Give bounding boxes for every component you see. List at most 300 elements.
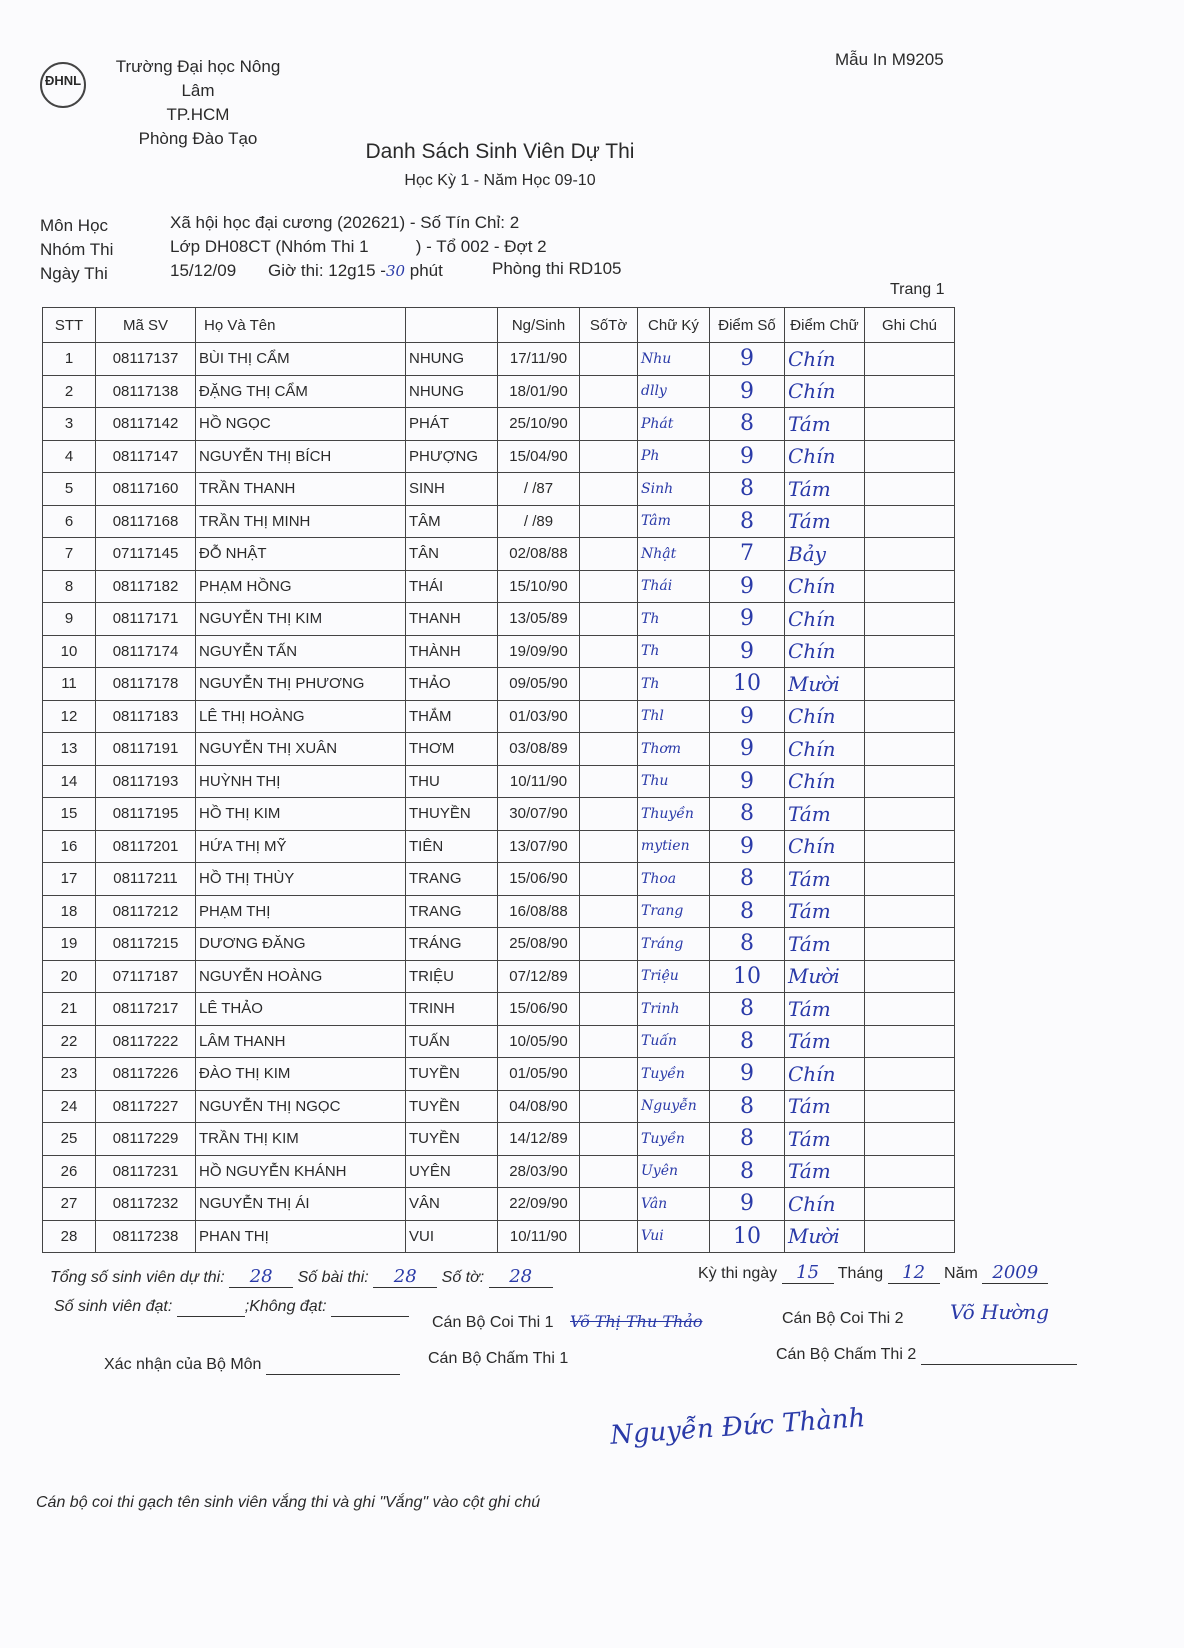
row-sheets (580, 798, 638, 831)
department-confirm (104, 1356, 400, 1375)
table-row (43, 668, 955, 701)
row-signature: Thái (638, 570, 710, 603)
row-score: 8 (710, 928, 785, 961)
row-signature: Uyên (638, 1155, 710, 1188)
row-signature: mytien (638, 830, 710, 863)
month-label: Tháng (837, 1265, 884, 1282)
row-signature: Sinh (638, 473, 710, 506)
grader2-blank (921, 1346, 1077, 1365)
row-score: 8 (710, 993, 785, 1026)
row-signature: Tuấn (638, 1025, 710, 1058)
row-dob: 16/08/88 (498, 895, 580, 928)
row-score-words: Chín (785, 765, 865, 798)
row-student-id: 08117231 (96, 1155, 196, 1188)
row-given-name: THÀNH (406, 635, 498, 668)
passed-blank (177, 1298, 245, 1317)
row-student-id: 08117232 (96, 1188, 196, 1221)
row-dob: 19/09/90 (498, 635, 580, 668)
row-dob: 15/06/90 (498, 863, 580, 896)
row-student-id: 08117174 (96, 635, 196, 668)
row-family-name: ĐỖ NHẬT (196, 538, 406, 571)
row-stt: 20 (43, 960, 96, 993)
row-stt: 23 (43, 1058, 96, 1091)
row-student-id: 08117191 (96, 733, 196, 766)
university-name: Trường Đại học Nông Lâm (115, 57, 281, 100)
row-family-name: NGUYỄN HOÀNG (196, 960, 406, 993)
row-stt: 1 (43, 343, 96, 376)
table-row (43, 343, 955, 376)
roster-body (43, 343, 955, 1253)
row-given-name: TUYỀN (406, 1090, 498, 1123)
row-score: 8 (710, 1025, 785, 1058)
row-signature: Triệu (638, 960, 710, 993)
row-stt: 24 (43, 1090, 96, 1123)
row-score: 9 (710, 765, 785, 798)
row-dob: 22/09/90 (498, 1188, 580, 1221)
proctor2-signature: Võ Hường (950, 1300, 1050, 1324)
page-title: Danh Sách Sinh Viên Dự Thi (365, 140, 635, 163)
row-given-name: TUẤN (406, 1025, 498, 1058)
row-given-name: TRÁNG (406, 928, 498, 961)
row-sheets (580, 1123, 638, 1156)
row-score: 8 (710, 505, 785, 538)
col-header-given-name (406, 308, 498, 343)
proctor1-label: Cán Bộ Coi Thi 1 (432, 1314, 554, 1331)
row-score: 9 (710, 343, 785, 376)
row-signature: Ph (638, 440, 710, 473)
papers-value: 28 (373, 1266, 437, 1288)
table-row (43, 830, 955, 863)
row-given-name: THANH (406, 603, 498, 636)
proctor2-label: Cán Bộ Coi Thi 2 (782, 1310, 904, 1327)
row-family-name: LÂM THANH (196, 1025, 406, 1058)
row-score-words: Mười (785, 960, 865, 993)
row-notes (865, 1090, 955, 1123)
total-label: Tổng số sinh viên dự thi: (50, 1269, 225, 1286)
table-row (43, 1058, 955, 1091)
row-score: 9 (710, 603, 785, 636)
row-score: 8 (710, 1090, 785, 1123)
row-dob: 13/05/89 (498, 603, 580, 636)
table-row (43, 1090, 955, 1123)
row-given-name: SINH (406, 473, 498, 506)
row-given-name: TUYỀN (406, 1123, 498, 1156)
col-header-score: Điểm Số (710, 308, 785, 343)
sheets-label: Số tờ: (441, 1269, 485, 1286)
exam-date-prefix: Kỳ thi ngày (698, 1265, 778, 1282)
row-given-name: TÂM (406, 505, 498, 538)
row-dob: 15/10/90 (498, 570, 580, 603)
row-given-name: VUI (406, 1220, 498, 1253)
row-family-name: NGUYỄN THỊ KIM (196, 603, 406, 636)
row-score: 8 (710, 1155, 785, 1188)
row-stt: 16 (43, 830, 96, 863)
row-dob: 09/05/90 (498, 668, 580, 701)
pass-fail-line (54, 1298, 409, 1317)
row-score-words: Tám (785, 993, 865, 1026)
row-signature: Tuyền (638, 1123, 710, 1156)
row-dob: 25/08/90 (498, 928, 580, 961)
row-score-words: Tám (785, 1025, 865, 1058)
col-header-stt: STT (43, 308, 96, 343)
exam-time-unit: phút (409, 261, 443, 280)
row-family-name: LÊ THẢO (196, 993, 406, 1026)
row-family-name: HỒ THỊ KIM (196, 798, 406, 831)
row-family-name: NGUYỄN THỊ XUÂN (196, 733, 406, 766)
row-stt: 27 (43, 1188, 96, 1221)
row-score-words: Tám (785, 895, 865, 928)
row-notes (865, 700, 955, 733)
row-notes (865, 928, 955, 961)
row-family-name: HỒ NGỌC (196, 408, 406, 441)
row-student-id: 08117178 (96, 668, 196, 701)
row-score: 8 (710, 895, 785, 928)
papers-label: Số bài thi: (297, 1269, 369, 1286)
total-value: 28 (229, 1266, 293, 1288)
row-notes (865, 570, 955, 603)
table-row (43, 538, 955, 571)
failed-blank (331, 1298, 409, 1317)
row-family-name: HỨA THỊ MỸ (196, 830, 406, 863)
row-student-id: 08117160 (96, 473, 196, 506)
row-family-name: NGUYỄN THỊ PHƯƠNG (196, 668, 406, 701)
col-header-score-words: Điểm Chữ (785, 308, 865, 343)
student-roster-table (42, 307, 955, 1253)
table-row (43, 1123, 955, 1156)
table-row (43, 765, 955, 798)
row-dob: 13/07/90 (498, 830, 580, 863)
passed-label: Số sinh viên đạt: (54, 1298, 173, 1315)
row-given-name: TRANG (406, 895, 498, 928)
table-row (43, 603, 955, 636)
row-score: 9 (710, 375, 785, 408)
row-score: 9 (710, 830, 785, 863)
row-student-id: 08117212 (96, 895, 196, 928)
table-row (43, 1188, 955, 1221)
table-row (43, 863, 955, 896)
table-row (43, 928, 955, 961)
row-family-name: HỒ THỊ THÙY (196, 863, 406, 896)
row-family-name: TRẦN THỊ MINH (196, 505, 406, 538)
row-signature: dlly (638, 375, 710, 408)
row-sheets (580, 635, 638, 668)
row-notes (865, 993, 955, 1026)
university-city: TP.HCM (166, 105, 230, 124)
row-dob: 02/08/88 (498, 538, 580, 571)
row-dob: 01/05/90 (498, 1058, 580, 1091)
row-sheets (580, 1058, 638, 1091)
row-stt: 3 (43, 408, 96, 441)
date-label: Ngày Thi (40, 264, 108, 283)
row-stt: 12 (43, 700, 96, 733)
row-given-name: TÂN (406, 538, 498, 571)
row-dob: 15/04/90 (498, 440, 580, 473)
row-score: 8 (710, 408, 785, 441)
row-signature: Trinh (638, 993, 710, 1026)
row-sheets (580, 408, 638, 441)
row-score-words: Mười (785, 1220, 865, 1253)
table-row (43, 798, 955, 831)
row-student-id: 08117222 (96, 1025, 196, 1058)
row-signature: Nhu (638, 343, 710, 376)
row-family-name: PHẠM HỒNG (196, 570, 406, 603)
row-score-words: Chín (785, 603, 865, 636)
row-score: 10 (710, 668, 785, 701)
row-stt: 17 (43, 863, 96, 896)
row-student-id: 08117226 (96, 1058, 196, 1091)
row-notes (865, 635, 955, 668)
row-stt: 2 (43, 375, 96, 408)
confirm-label: Xác nhận của Bộ Môn (104, 1356, 262, 1373)
col-header-full-name: Họ Và Tên (196, 308, 406, 343)
date-value: 15/12/09 (170, 261, 237, 280)
university-header (108, 55, 288, 151)
row-notes (865, 375, 955, 408)
row-notes (865, 538, 955, 571)
row-notes (865, 765, 955, 798)
row-sheets (580, 570, 638, 603)
row-score-words: Chín (785, 635, 865, 668)
row-score-words: Bảy (785, 538, 865, 571)
row-signature: Nguyễn (638, 1090, 710, 1123)
row-sheets (580, 505, 638, 538)
row-dob: 10/05/90 (498, 1025, 580, 1058)
col-header-dob: Ng/Sinh (498, 308, 580, 343)
row-sheets (580, 603, 638, 636)
row-stt: 5 (43, 473, 96, 506)
row-given-name: NHUNG (406, 343, 498, 376)
sheets-value: 28 (489, 1266, 553, 1288)
row-signature: Th (638, 603, 710, 636)
row-dob: 30/07/90 (498, 798, 580, 831)
row-notes (865, 1220, 955, 1253)
row-given-name: THƠM (406, 733, 498, 766)
row-given-name: TRIỆU (406, 960, 498, 993)
row-signature: Vân (638, 1188, 710, 1221)
row-given-name: THUYỀN (406, 798, 498, 831)
row-score: 8 (710, 473, 785, 506)
row-student-id: 08117227 (96, 1090, 196, 1123)
row-family-name: PHẠM THỊ (196, 895, 406, 928)
row-sheets (580, 993, 638, 1026)
row-notes (865, 1123, 955, 1156)
row-notes (865, 1188, 955, 1221)
row-score: 8 (710, 798, 785, 831)
row-notes (865, 505, 955, 538)
table-row (43, 1025, 955, 1058)
row-score: 8 (710, 1123, 785, 1156)
row-student-id: 08117211 (96, 863, 196, 896)
row-notes (865, 1058, 955, 1091)
row-student-id: 08117182 (96, 570, 196, 603)
row-stt: 13 (43, 733, 96, 766)
row-dob: / /89 (498, 505, 580, 538)
row-signature: Tuyền (638, 1058, 710, 1091)
row-score-words: Tám (785, 1155, 865, 1188)
row-stt: 28 (43, 1220, 96, 1253)
row-notes (865, 1155, 955, 1188)
row-score-words: Tám (785, 798, 865, 831)
row-student-id: 08117195 (96, 798, 196, 831)
row-signature: Th (638, 635, 710, 668)
row-notes (865, 1025, 955, 1058)
row-score-words: Tám (785, 505, 865, 538)
row-dob: 01/03/90 (498, 700, 580, 733)
row-family-name: HỒ NGUYỄN KHÁNH (196, 1155, 406, 1188)
row-sheets (580, 733, 638, 766)
row-dob: 28/03/90 (498, 1155, 580, 1188)
footer-note: Cán bộ coi thi gạch tên sinh viên vắng thi và ghi "Vắng" vào cột ghi chú (36, 1494, 541, 1511)
row-family-name: TRẦN THANH (196, 473, 406, 506)
row-score-words: Tám (785, 1123, 865, 1156)
row-signature: Thoa (638, 863, 710, 896)
row-notes (865, 603, 955, 636)
row-stt: 10 (43, 635, 96, 668)
row-stt: 14 (43, 765, 96, 798)
row-score: 9 (710, 570, 785, 603)
group-label: Nhóm Thi (40, 240, 114, 259)
row-student-id: 08117183 (96, 700, 196, 733)
row-sheets (580, 700, 638, 733)
row-student-id: 08117171 (96, 603, 196, 636)
row-family-name: NGUYỄN THỊ BÍCH (196, 440, 406, 473)
row-student-id: 08117168 (96, 505, 196, 538)
table-row (43, 375, 955, 408)
row-sheets (580, 830, 638, 863)
table-row (43, 733, 955, 766)
row-score-words: Tám (785, 863, 865, 896)
row-family-name: TRẦN THỊ KIM (196, 1123, 406, 1156)
row-sheets (580, 375, 638, 408)
row-given-name: TRANG (406, 863, 498, 896)
grader2-label: Cán Bộ Chấm Thi 2 (776, 1346, 917, 1363)
table-header-row (43, 308, 955, 343)
row-notes (865, 863, 955, 896)
row-student-id: 08117217 (96, 993, 196, 1026)
row-given-name: PHÁT (406, 408, 498, 441)
row-student-id: 08117229 (96, 1123, 196, 1156)
table-row (43, 505, 955, 538)
row-score: 9 (710, 700, 785, 733)
row-family-name: NGUYỄN THỊ NGỌC (196, 1090, 406, 1123)
year-label: Năm (944, 1265, 978, 1282)
row-stt: 9 (43, 603, 96, 636)
row-given-name: TUYỀN (406, 1058, 498, 1091)
row-stt: 21 (43, 993, 96, 1026)
course-label: Môn Học (40, 216, 109, 235)
row-given-name: PHƯỢNG (406, 440, 498, 473)
row-sheets (580, 1220, 638, 1253)
row-score: 9 (710, 635, 785, 668)
row-student-id: 07117187 (96, 960, 196, 993)
row-dob: 07/12/89 (498, 960, 580, 993)
row-given-name: UYÊN (406, 1155, 498, 1188)
row-family-name: HUỲNH THỊ (196, 765, 406, 798)
exam-room: Phòng thi RD105 (492, 259, 622, 278)
exam-time (268, 261, 443, 281)
row-dob: 03/08/89 (498, 733, 580, 766)
row-score-words: Chín (785, 700, 865, 733)
row-score: 9 (710, 733, 785, 766)
row-stt: 26 (43, 1155, 96, 1188)
course-value: Xã hội học đại cương (202621) - Số Tín Chỉ: 2 (170, 213, 520, 232)
row-dob: / /87 (498, 473, 580, 506)
row-signature: Th (638, 668, 710, 701)
row-score-words: Chín (785, 570, 865, 603)
table-row (43, 570, 955, 603)
row-family-name: NGUYỄN TẤN (196, 635, 406, 668)
row-sheets (580, 928, 638, 961)
row-notes (865, 733, 955, 766)
row-given-name: THẮM (406, 700, 498, 733)
row-score: 8 (710, 863, 785, 896)
row-notes (865, 668, 955, 701)
row-family-name: BÙI THỊ CẨM (196, 343, 406, 376)
row-sheets (580, 440, 638, 473)
row-given-name: NHUNG (406, 375, 498, 408)
row-signature: Phát (638, 408, 710, 441)
row-family-name: PHAN THỊ (196, 1220, 406, 1253)
row-student-id: 07117145 (96, 538, 196, 571)
row-score-words: Mười (785, 668, 865, 701)
form-code: Mẫu In M9205 (835, 50, 944, 69)
row-dob: 15/06/90 (498, 993, 580, 1026)
row-score-words: Chín (785, 830, 865, 863)
row-stt: 19 (43, 928, 96, 961)
row-signature: Trang (638, 895, 710, 928)
row-stt: 8 (43, 570, 96, 603)
col-header-notes: Ghi Chú (865, 308, 955, 343)
row-given-name: TIÊN (406, 830, 498, 863)
row-sheets (580, 1188, 638, 1221)
group-value: Lớp DH08CT (Nhóm Thi 1 ) - Tổ 002 - Đợt 2 (170, 237, 547, 256)
row-family-name: LÊ THỊ HOÀNG (196, 700, 406, 733)
row-student-id: 08117142 (96, 408, 196, 441)
table-row (43, 635, 955, 668)
row-student-id: 08117238 (96, 1220, 196, 1253)
table-row (43, 1220, 955, 1253)
row-sheets (580, 863, 638, 896)
row-family-name: ĐẶNG THỊ CẨM (196, 375, 406, 408)
row-given-name: THU (406, 765, 498, 798)
grader2-line (776, 1346, 1077, 1365)
row-score: 10 (710, 1220, 785, 1253)
failed-label: ;Không đạt: (244, 1298, 327, 1315)
row-student-id: 08117147 (96, 440, 196, 473)
exam-day: 15 (782, 1262, 834, 1284)
row-sheets (580, 1090, 638, 1123)
row-family-name: DƯƠNG ĐĂNG (196, 928, 406, 961)
exam-date-line (698, 1262, 1048, 1284)
row-score-words: Tám (785, 408, 865, 441)
row-dob: 10/11/90 (498, 765, 580, 798)
row-score: 9 (710, 1058, 785, 1091)
table-row (43, 895, 955, 928)
row-notes (865, 960, 955, 993)
table-row (43, 960, 955, 993)
row-given-name: VÂN (406, 1188, 498, 1221)
row-signature: Thơm (638, 733, 710, 766)
row-signature: Thuyền (638, 798, 710, 831)
row-sheets (580, 343, 638, 376)
row-stt: 4 (43, 440, 96, 473)
row-signature: Vui (638, 1220, 710, 1253)
row-student-id: 08117138 (96, 375, 196, 408)
proctor1-signature: Võ Thị Thu Thảo (570, 1312, 703, 1331)
office-name: Phòng Đào Tạo (138, 129, 258, 148)
row-sheets (580, 765, 638, 798)
exam-year: 2009 (982, 1262, 1048, 1284)
